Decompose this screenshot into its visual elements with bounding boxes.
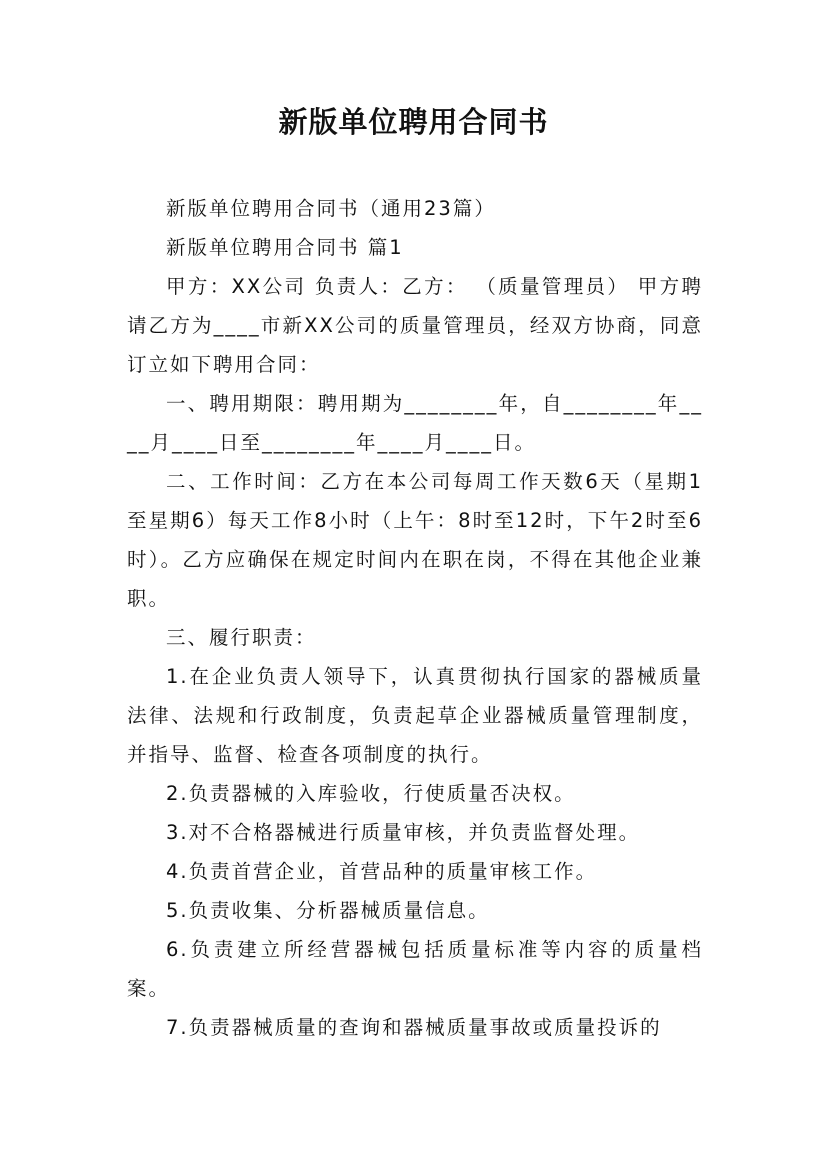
paragraph-term: 一、聘用期限：聘用期为________年，自________年____月____日至________年____月____日。 bbox=[127, 392, 703, 454]
document-body bbox=[127, 189, 703, 1047]
document-title: 新版单位聘用合同书 bbox=[278, 105, 549, 139]
paragraph-duties-heading: 三、履行职责： bbox=[166, 626, 317, 649]
paragraph-duty-1: 1.在企业负责人领导下，认真贯彻执行国家的器械质量法律、法规和行政制度，负责起草企业器械质量管理制度，并指导、监督、检查各项制度的执行。 bbox=[127, 665, 703, 766]
paragraph-parties: 甲方：XX公司 负责人：乙方： （质量管理员） 甲方聘请乙方为____市新XX公司的质量管理员，经双方协商，同意订立如下聘用合同： bbox=[127, 275, 703, 376]
paragraph-subtitle: 新版单位聘用合同书（通用23篇） bbox=[166, 197, 496, 220]
paragraph-duty-7: 7.负责器械质量的查询和器械质量事故或质量投诉的 bbox=[166, 1016, 662, 1039]
paragraph-duty-5: 5.负责收集、分析器械质量信息。 bbox=[166, 899, 490, 922]
paragraph-working-hours: 二、工作时间：乙方在本公司每周工作天数6天（星期1至星期6）每天工作8小时（上午：8时至12时，下午2时至6时）。乙方应确保在规定时间内在职在岗，不得在其他企业兼职。 bbox=[127, 470, 703, 610]
paragraph-duty-4: 4.负责首营企业，首营品种的质量审核工作。 bbox=[166, 860, 598, 883]
paragraph-duty-3: 3.对不合格器械进行质量审核，并负责监督处理。 bbox=[166, 821, 641, 844]
paragraph-duty-2: 2.负责器械的入库验收，行使质量否决权。 bbox=[166, 782, 576, 805]
paragraph-duty-6: 6.负责建立所经营器械包括质量标准等内容的质量档案。 bbox=[127, 938, 703, 1000]
paragraph-section-heading: 新版单位聘用合同书 篇1 bbox=[166, 236, 404, 259]
